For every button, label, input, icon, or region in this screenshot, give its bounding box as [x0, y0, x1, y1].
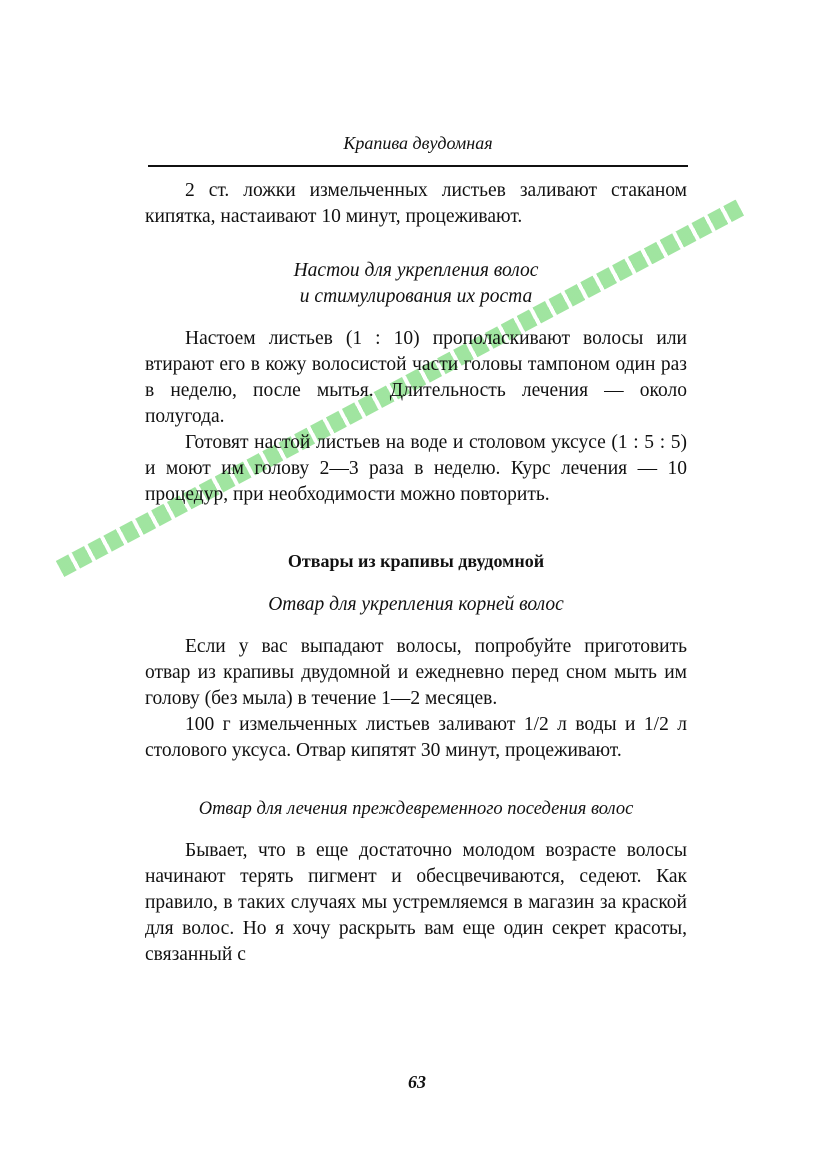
paragraph-vinegar-infusion: Готовят настой листьев на воде и столовом уксусе (1 : 5 : 5) и моют им голову 2—3 раза в неделю. Курс лечения — 10 процедур, при необходимости можно повторить. [145, 432, 687, 505]
paragraph-decoction-recipe: 100 г измельченных листьев заливают 1/2 л воды и 1/2 л столового уксуса. Отвар кипятят 30 минут, процеживают. [145, 714, 687, 761]
page-body [145, 178, 687, 968]
subheading-hair-infusion-line2: и стимулирования их роста [299, 286, 533, 307]
paragraph-infusion-recipe: 2 ст. ложки измельченных листьев заливают стаканом кипятка, настаивают 10 минут, процеживают. [145, 180, 687, 227]
paragraph-graying: Бывает, что в еще достаточно молодом возрасте волосы начинают терять пигмент и обесцвечиваются, седеют. Как правило, в таких случаях мы устремляемся в магазин за краской для волос. Но я хочу раскрыть вам еще один секрет красоты, связанный с [145, 840, 687, 965]
paragraph-rinse: Настоем листьев (1 : 10) прополаскивают волосы или втирают его в кожу волосистой части головы тампоном один раз в неделю, после мытья. Длительность лечения — около полугода. [145, 328, 687, 427]
page-number: 63 [408, 1072, 426, 1092]
subheading-graying-decoction: Отвар для лечения преждевременного поседения волос [198, 799, 634, 819]
subheading-hair-infusion-line1: Настои для укрепления волос [293, 260, 539, 281]
header-rule [148, 165, 688, 167]
subheading-roots-decoction: Отвар для укрепления корней волос [268, 594, 564, 615]
section-title-decoctions: Отвары из крапивы двудомной [287, 551, 545, 571]
running-header: Крапива двудомная [343, 133, 493, 153]
paragraph-hair-loss: Если у вас выпадают волосы, попробуйте приготовить отвар из крапивы двудомной и ежедневно перед сном мыть им голову (без мыла) в течение 1—2 месяцев. [145, 636, 687, 709]
